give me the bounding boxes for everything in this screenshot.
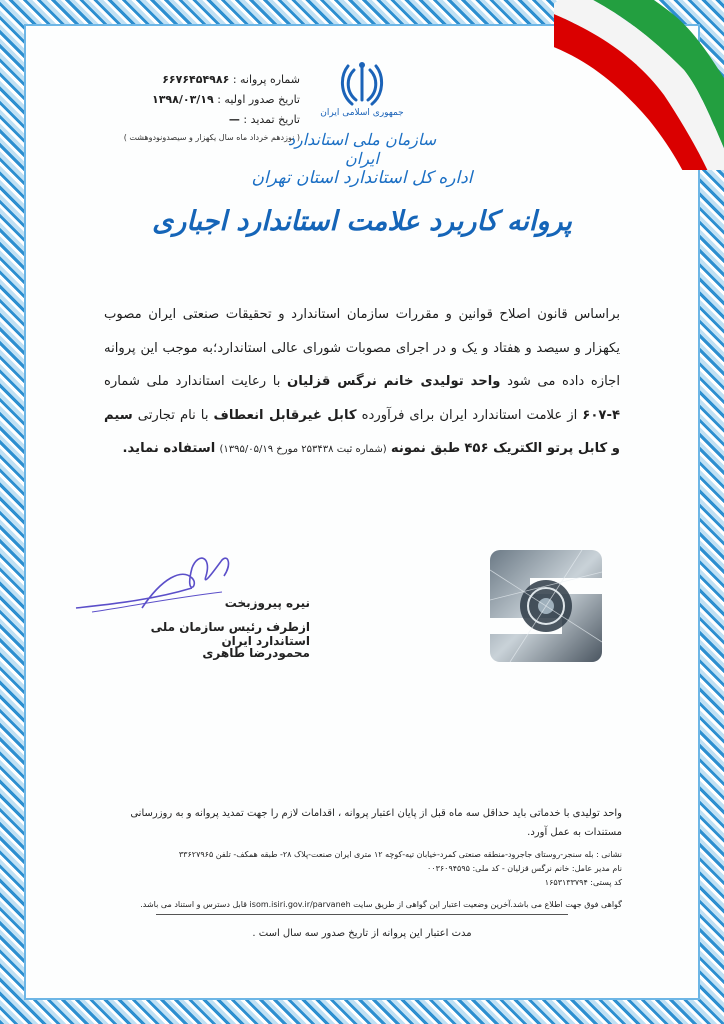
footer-notes xyxy=(102,804,622,912)
first-issue-row xyxy=(88,90,300,110)
product-name: کابل غیرقابل انعطاف xyxy=(213,407,357,423)
compliance-text: با رعایت استاندارد ملی شماره xyxy=(104,374,281,389)
republic-label: جمهوری اسلامی ایران xyxy=(320,108,404,118)
closing-text: استفاده نماید. xyxy=(122,441,216,456)
organization-name: سازمان ملی استاندارد ایران xyxy=(287,130,437,168)
postal-code-line: کد پستی: ۱۶۵۳۱۳۳۷۹۴ xyxy=(544,878,622,887)
body-intro: براساس قانون اصلاح قوانین و مقررات سازمان استاندارد و تحقیقات صنعتی ایران مصوب یکهزار و سیصد و هفتاد و یک و در اجرای مصوبات شورای عالی استاندارد؛به موجب این پروانه اجازه داده می شود xyxy=(104,307,620,389)
address-line: نشانی : بله سنجر-روستای جاجرود-منطقه صنعتی کمرد-خیابان تیه-کوچه ۱۲ متری ایران صنعت-پلاک ۲۸- طبقه همکف- تلفن ۳۳۶۲۷۹۶۵ xyxy=(178,850,622,859)
standard-hologram-seal-icon xyxy=(490,550,602,662)
renewal-notice-line1: واحد تولیدی با خدماتی باید حداقل سه ماه قبل از پایان اعتبار پروانه ، اقدامات لازم را جهت تمدید پروانه و به روزرسانی xyxy=(130,808,622,819)
company-name: واحد تولیدی خانم نرگس قزلیان xyxy=(286,374,501,389)
renewal-value: — xyxy=(228,113,240,126)
verification-line: گواهی فوق جهت اطلاع می باشد.آخرین وضعیت اعتبار این گواهی از طریق سایت isom.isiri.gov.ir/parvaneh قابل دسترس و استناد می باشد. xyxy=(140,900,622,909)
standard-number: ۴-۶۰۷ xyxy=(582,407,620,423)
manager-line: نام مدیر عامل: خانم نرگس قزلیان - کد ملی: ۰۰۳۶۰۹۴۵۹۵ xyxy=(426,864,622,873)
license-number-row xyxy=(88,70,300,90)
renewal-notice-line2: مستندات به عمل آورد. xyxy=(527,827,622,838)
first-issue-value: ۱۳۹۸/۰۳/۱۹ xyxy=(151,93,214,106)
license-number-value: ۶۶۷۶۴۵۴۹۸۶ xyxy=(162,73,230,86)
mark-usage-text: از علامت استاندارد ایران برای فرآورده xyxy=(361,407,578,423)
sample-label: طبق نمونه xyxy=(390,441,461,456)
footer-divider xyxy=(156,914,568,915)
license-body xyxy=(104,298,620,467)
date-in-words: ( نوزدهم خرداد ماه سال یکهزار و سیصدونودوهشت ) xyxy=(123,133,300,142)
validity-note: مدت اعتبار این پروانه از تاریخ صدور سه سال است . xyxy=(252,928,472,939)
province-office: اداره کل استاندارد استان تهران xyxy=(251,168,473,188)
iran-emblem-icon xyxy=(340,60,384,106)
license-number-label: شماره پروانه : xyxy=(232,73,300,86)
trade-name-label: با نام تجارتی xyxy=(137,407,209,423)
registration-note: (شماره ثبت ۲۵۳۴۳۸ مورخ ۱۳۹۵/۰۵/۱۹) xyxy=(219,444,387,455)
document-title: پروانه کاربرد علامت استاندارد اجباری xyxy=(152,206,572,237)
first-issue-label: تاریخ صدور اولیه : xyxy=(217,93,300,106)
renewal-row xyxy=(88,110,300,130)
signatory-role: ازطرف رئیس سازمان ملی استاندارد ایران xyxy=(150,620,310,648)
renewal-label: تاریخ تمدید : xyxy=(243,113,300,126)
license-info xyxy=(88,70,300,144)
trade-name: سیم و کابل پرتو الکتریک ۴۵۶ xyxy=(104,407,620,456)
iran-flag-icon xyxy=(554,0,724,170)
head-name: محمودرضا طاهری xyxy=(202,646,310,660)
signatory-name: نیره پیروزبخت xyxy=(224,596,310,610)
